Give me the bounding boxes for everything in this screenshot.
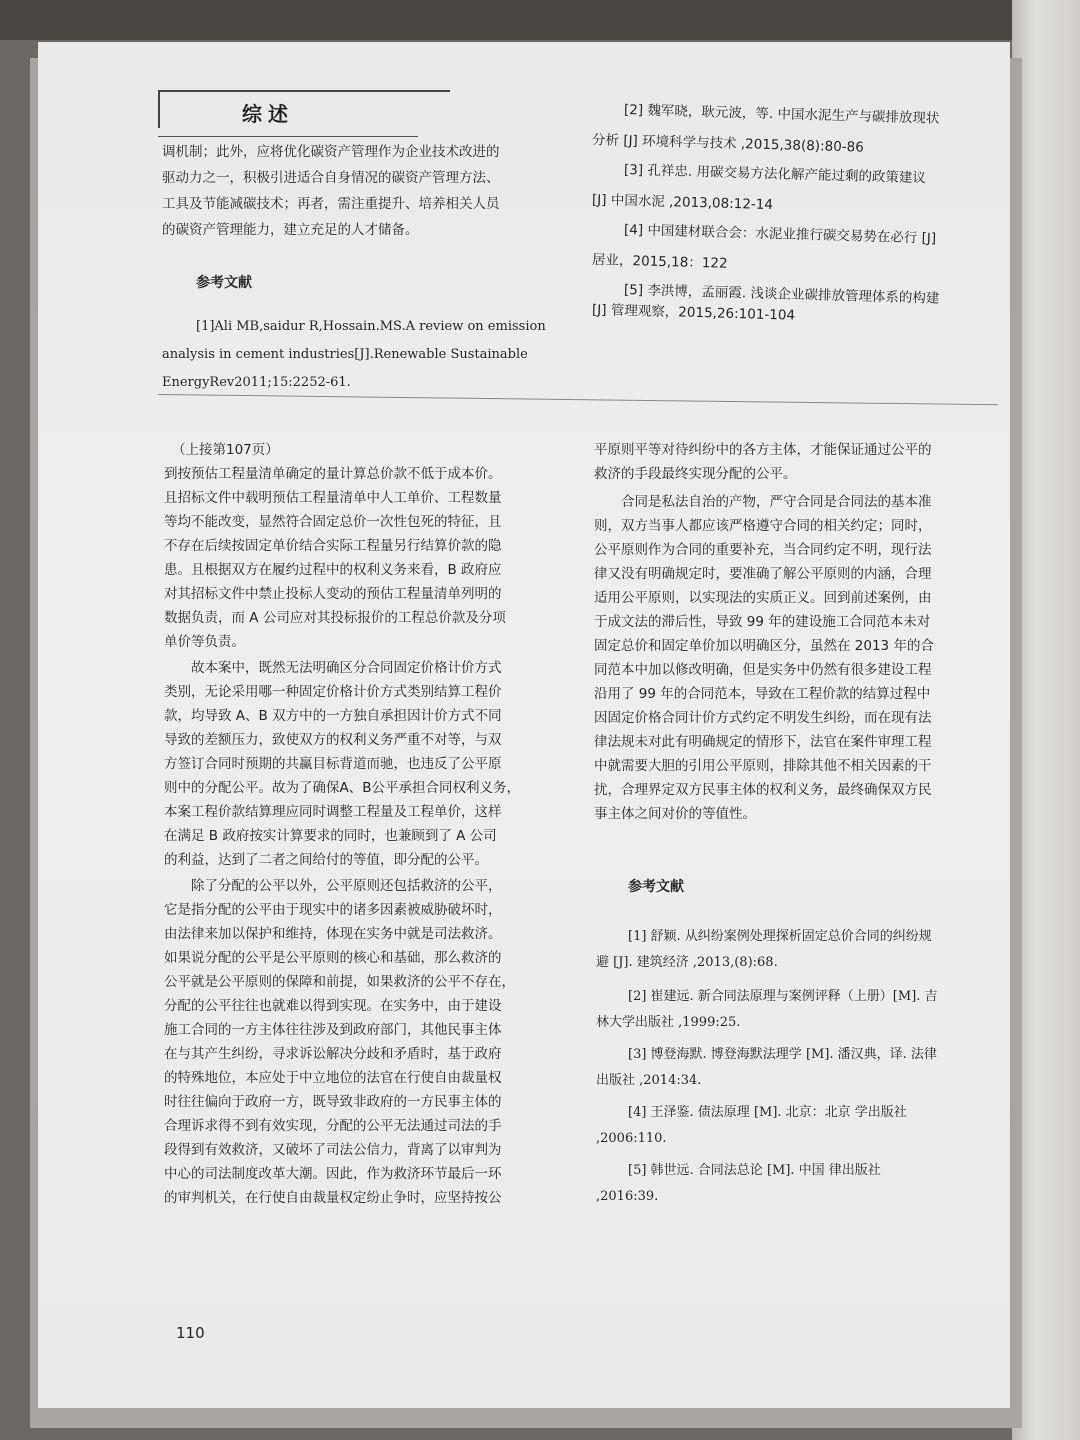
body-line: 则中的分配公平。故为了确保A、B公平承担合同权利义务，: [164, 780, 520, 796]
body-line: 的审判机关，在行使自由裁量权定纷止争时，应坚持按公: [164, 1190, 502, 1206]
reference-line: [5] 李洪博，孟丽霞. 浅谈企业碳排放管理体系的构建: [623, 282, 940, 307]
reference-line: 出版社 ,2014:34.: [596, 1073, 702, 1088]
body-line: 公平就是公平原则的保障和前提，如果救济的公平不存在，: [164, 974, 515, 990]
reference-line: [3] 博登海默. 博登海默法理学 [M]. 潘汉典，译. 法律: [628, 1047, 937, 1062]
reference-line: [4] 中国建材联合会：水泥业推行碳交易势在必行 [J]: [623, 222, 937, 247]
reference-line: [J] 管理观察，2015,26:101-104: [591, 302, 796, 324]
reference-line: 林大学出版社 ,1999:25.: [596, 1015, 741, 1030]
top-left-line: 驱动力之一，积极引进适合自身情况的碳资产管理方法、: [162, 170, 500, 186]
reference-line: [2] 崔建远. 新合同法原理与案例评释（上册）[M]. 吉: [628, 989, 938, 1004]
reference-line: [3] 孔祥忠. 用碳交易方法化解产能过剩的政策建议: [623, 162, 927, 187]
reference-line: 分析 [J] 环境科学与技术 ,2015,38(8):80-86: [591, 132, 865, 156]
body-line: 于成文法的滞后性，导致 99 年的建设施工合同范本未对: [594, 614, 931, 630]
top-left-line: 工具及节能减碳技术；再者，需注重提升、培养相关人员: [162, 196, 500, 212]
references-title: 参考文献: [628, 879, 684, 895]
body-line: 对其招标文件中禁止投标人变动的预估工程量清单列明的: [164, 586, 502, 602]
body-line: 的利益，达到了二者之间给付的等值，即分配的公平。: [164, 852, 488, 868]
body-line: 因固定价格合同计价方式约定不明发生纠纷，而在现有法: [594, 710, 932, 726]
body-line: 类别，无论采用哪一种固定价格计价方式类别结算工程价: [164, 684, 502, 700]
section-divider: [158, 394, 998, 405]
body-line: 如果说分配的公平是公平原则的核心和基础，那么救济的: [164, 950, 502, 966]
reference-line: ,2016:39.: [596, 1189, 659, 1204]
body-line: 患。且根据双方在履约过程中的权利义务来看，B 政府应: [164, 562, 502, 578]
reference-line: [1]Ali MB,saidur R,Hossain.MS.A review on emission: [196, 319, 546, 334]
body-line: 分配的公平往往也就难以得到实现。在实务中，由于建设: [164, 998, 502, 1014]
body-line: 除了分配的公平以外，公平原则还包括救济的公平，: [164, 878, 502, 894]
body-line: 方签订合同时预期的共赢目标背道而驰，也违反了公平原: [164, 756, 502, 772]
reference-line: [J] 中国水泥 ,2013,08:12-14: [591, 192, 774, 214]
body-line: 到按预估工程量清单确定的量计算总价款不低于成本价。: [164, 466, 502, 482]
body-line: 律法规未对此有明确规定的情形下，法官在案件审理工程: [594, 734, 932, 750]
reference-line: analysis in cement industries[J].Renewable Sustainable: [162, 347, 528, 362]
body-line: 固定总价和固定单价加以明确区分，虽然在 2013 年的合: [594, 638, 934, 654]
body-line: 中心的司法制度改革大潮。因此，作为救济环节最后一环: [164, 1166, 502, 1182]
body-line: 沿用了 99 年的合同范本，导致在工程价款的结算过程中: [594, 686, 931, 702]
body-line: 段得到有效救济，又破坏了司法公信力，背离了以审判为: [164, 1142, 502, 1158]
body-line: 不存在后续按固定单价结合实际工程量另行结算价款的隐: [164, 538, 502, 554]
body-line: 且招标文件中载明预估工程量清单中人工单价、工程数量: [164, 490, 502, 506]
body-line: 它是指分配的公平由于现实中的诸多因素被威胁破坏时，: [164, 902, 502, 918]
background-top-edge: [0, 0, 1080, 40]
body-line: 事主体之间对价的等值性。: [594, 806, 756, 822]
body-line: 本案工程价款结算理应同时调整工程量及工程单价，这样: [164, 804, 502, 820]
reference-line: 居业，2015,18：122: [591, 252, 728, 272]
reference-line: [5] 韩世远. 合同法总论 [M]. 中国 律出版社: [628, 1163, 881, 1178]
body-line: 同范本中加以修改明确，但是实务中仍然有很多建设工程: [594, 662, 932, 678]
reference-line: [1] 舒颖. 从纠纷案例处理探析固定总价合同的纠纷规: [628, 929, 932, 944]
body-line: 公平原则作为合同的重要补充，当合同约定不明，现行法: [594, 542, 932, 558]
journal-page: [38, 42, 1010, 1408]
adjacent-page-edge: [1012, 0, 1080, 1440]
top-left-line: 调机制；此外，应将优化碳资产管理作为企业技术改进的: [162, 144, 500, 160]
body-line: 扰，合理界定双方民事主体的权利义务，最终确保双方民: [594, 782, 932, 798]
body-line: 律又没有明确规定时，要准确了解公平原则的内涵，合理: [594, 566, 932, 582]
body-line: 平原则平等对待纠纷中的各方主体，才能保证通过公平的: [594, 442, 932, 458]
body-line: 施工合同的一方主体往往涉及到政府部门，其他民事主体: [164, 1022, 502, 1038]
section-header-frame: [158, 90, 450, 128]
top-left-line: 的碳资产管理能力，建立充足的人才储备。: [162, 222, 419, 238]
body-line: 救济的手段最终实现分配的公平。: [594, 466, 797, 482]
reference-line: 避 [J]. 建筑经济 ,2013,(8):68.: [596, 955, 778, 970]
header-rule: [158, 136, 418, 137]
body-line: 则，双方当事人都应该严格遵守合同的相关约定；同时，: [594, 518, 932, 534]
body-line: 中就需要大胆的引用公平原则，排除其他不相关因素的干: [594, 758, 932, 774]
body-line: 数据负责，而 A 公司应对其投标报价的工程总价款及分项: [164, 610, 506, 626]
body-line: 合同是私法自治的产物，严守合同是合同法的基本准: [594, 494, 932, 510]
reference-line: [2] 魏军晓，耿元波，等. 中国水泥生产与碳排放现状: [623, 102, 940, 127]
reference-line: [4] 王泽鉴. 债法原理 [M]. 北京：北京 学出版社: [628, 1105, 907, 1120]
body-line: 款，均导致 A、B 双方中的一方独自承担因计价方式不同: [164, 708, 502, 724]
body-line: 适用公平原则，以实现法的实质正义。回到前述案例，由: [594, 590, 932, 606]
body-line: 合理诉求得不到有效实现，分配的公平无法通过司法的手: [164, 1118, 502, 1134]
body-line: 在与其产生纠纷，寻求诉讼解决分歧和矛盾时，基于政府: [164, 1046, 502, 1062]
body-line: 等均不能改变，显然符合固定总价一次性包死的特征，且: [164, 514, 502, 530]
reference-line: EnergyRev2011;15:2252-61.: [162, 375, 351, 390]
body-line: 的特殊地位，本应处于中立地位的法官在行使自由裁量权: [164, 1070, 502, 1086]
body-line: 在满足 B 政府按实计算要求的同时，也兼顾到了 A 公司: [164, 828, 497, 844]
reference-line: ,2006:110.: [596, 1131, 667, 1146]
body-line: 由法律来加以保护和维持，体现在实务中就是司法救济。: [164, 926, 502, 942]
body-line: 导致的差额压力，致使双方的权利义务严重不对等，与双: [164, 732, 502, 748]
body-line: 时往往偏向于政府一方，既导致非政府的一方民事主体的: [164, 1094, 502, 1110]
section-label: 综述: [242, 102, 294, 126]
page-number: 110: [176, 1324, 205, 1342]
body-line: 故本案中，既然无法明确区分合同固定价格计价方式: [164, 660, 502, 676]
references-title: 参考文献: [196, 275, 252, 291]
body-line: 单价等负责。: [164, 634, 245, 650]
continued-from-note: （上接第107页）: [172, 442, 279, 458]
